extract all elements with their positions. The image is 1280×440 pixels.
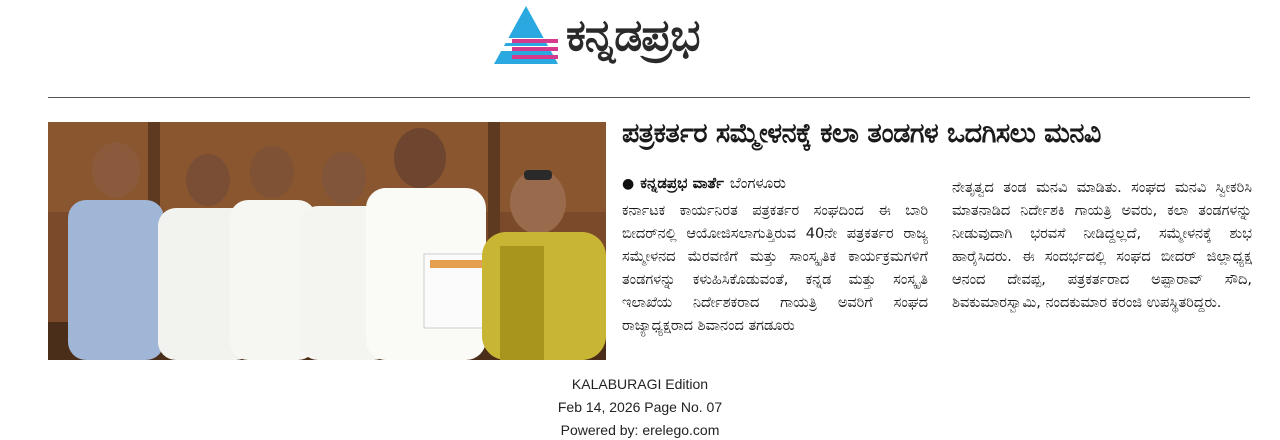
powered-by-label: Powered by: erelego.com <box>560 422 720 438</box>
news-photo <box>48 122 606 360</box>
bullet-icon: ● <box>622 176 635 192</box>
article-column-2: ನೇತೃತ್ವದ ತಂಡ ಮನವಿ ಮಾಡಿತು. ಸಂಘದ ಮನವಿ ಸ್ವೀಕರಿಸಿ ಮಾತನಾಡಿದ ನಿರ್ದೇಶಕಿ ಗಾಯತ್ರಿ ಅವರು, ಕಲಾ ತಂಡಗಳನ್ನು ನೀಡುವುದಾಗಿ ಭರವಸೆ ನೀಡಿದ್ದಲ್ಲದೆ, ಸಮ್ಮೇಳನಕ್ಕೆ ಶುಭ ಹಾರೈಸಿದರು. ಈ ಸಂದರ್ಭದಲ್ಲಿ ಸಂಘದ ಬೀದರ್ ಜಿಲ್ಲಾಧ್ಯಕ್ಷ ಆನಂದ ದೇವಪ್ಪ, ಪತ್ರಕರ್ತರಾದ ಅಪ್ಪಾರಾವ್ ಸೌದಿ, ಶಿವಕುಮಾರಸ್ವಾಮಿ, ನಂದಕುಮಾರ ಕರಂಜಿ ಉಪಸ್ಥಿತರಿದ್ದರು. <box>952 180 1252 311</box>
headline: ಪತ್ರಕರ್ತರ ಸಮ್ಮೇಳನಕ್ಕೆ ಕಲಾ ತಂಡಗಳ ಒದಗಿಸಲು ಮನವಿ <box>622 118 1101 149</box>
byline <box>622 174 786 192</box>
byline-place: ಬೆಂಗಳೂರು <box>729 174 786 192</box>
masthead-title: ಕನ್ನಡಪ್ರಭ <box>566 10 700 61</box>
article-column-1: ಕರ್ನಾಟಕ ಕಾರ್ಯನಿರತ ಪತ್ರಕರ್ತರ ಸಂಘದಿಂದ ಈ ಬಾರಿ ಬೀದರ್‌ನಲ್ಲಿ ಆಯೋಜಿಸಲಾಗುತ್ತಿರುವ 40ನೇ ಪತ್ರಕರ್ತರ ರಾಜ್ಯ ಸಮ್ಮೇಳನದ ಮೆರವಣಿಗೆ ಮತ್ತು ಸಾಂಸ್ಕೃತಿಕ ಕಾರ್ಯಕ್ರಮಗಳಿಗೆ ತಂಡಗಳನ್ನು ಕಳುಹಿಸಿಕೊಡುವಂತೆ, ಕನ್ನಡ ಮತ್ತು ಸಂಸ್ಕೃತಿ ಇಲಾಖೆಯ ನಿರ್ದೇಶಕರಾದ ಗಾಯತ್ರಿ ಅವರಿಗೆ ಸಂಘದ ರಾಜ್ಯಾಧ್ಯಕ್ಷರಾದ ಶಿವಾನಂದ ತಗಡೂರು <box>622 203 928 334</box>
date-page-label: Feb 14, 2026 Page No. 07 <box>557 399 723 415</box>
edition-label: KALABURAGI Edition <box>571 376 709 392</box>
triangle-stripes-logo-icon <box>490 4 566 66</box>
byline-source: ಕನ್ನಡಪ್ರಭ ವಾರ್ತೆ <box>640 174 724 192</box>
masthead <box>490 4 800 74</box>
header-divider <box>48 97 1250 98</box>
